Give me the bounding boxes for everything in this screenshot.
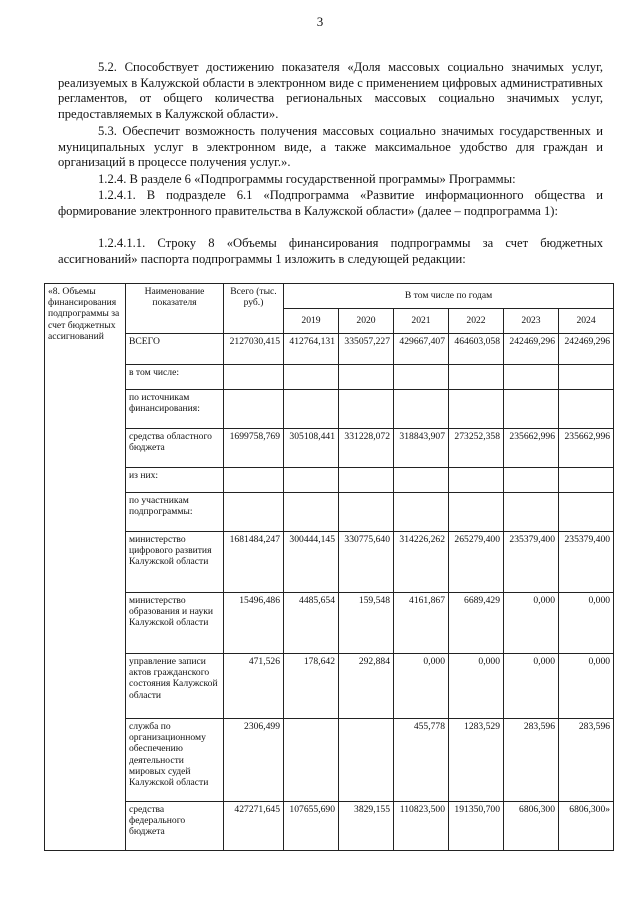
page-number: 3 <box>316 14 324 29</box>
year-value-cell: 107655,690 <box>284 802 339 851</box>
year-value-cell <box>449 468 504 493</box>
year-value-cell: 1283,529 <box>449 719 504 802</box>
col-name-header: Наименование показателя <box>126 284 224 334</box>
year-value-cell: 0,000 <box>504 654 559 719</box>
year-value-cell: 0,000 <box>559 654 614 719</box>
year-value-cell <box>449 493 504 532</box>
table-row <box>45 468 614 493</box>
year-header: 2021 <box>394 309 449 334</box>
year-header: 2024 <box>559 309 614 334</box>
year-value-cell <box>559 493 614 532</box>
row-total-cell <box>224 468 284 493</box>
year-value-cell: 464603,058 <box>449 334 504 365</box>
year-value-cell: 330775,640 <box>339 532 394 593</box>
year-value-cell <box>284 365 339 390</box>
year-value-cell: 242469,296 <box>504 334 559 365</box>
table-row <box>45 802 614 851</box>
financing-table <box>44 283 614 851</box>
year-value-cell <box>284 719 339 802</box>
row-name-cell: по участникам подпрограммы: <box>126 493 224 532</box>
year-value-cell: 242469,296 <box>559 334 614 365</box>
year-value-cell <box>339 468 394 493</box>
row-total-cell: 15496,486 <box>224 593 284 654</box>
year-value-cell: 429667,407 <box>394 334 449 365</box>
paragraph-5-2: 5.2. Способствует достижению показателя «Доля массовых социально значимых услуг, реализуемых в Калужской области в электронном виде с применением цифровых административных регламентов, от общего количества региональных массовых социально значимых услуг, предоставляемых в Калужской области». <box>58 60 603 121</box>
row-name-cell: в том числе: <box>126 365 224 390</box>
row-name-cell: управление записи актов гражданского состояния Калужской области <box>126 654 224 719</box>
year-value-cell: 6806,300» <box>559 802 614 851</box>
year-header: 2019 <box>284 309 339 334</box>
col-total-header: Всего (тыс. руб.) <box>224 284 284 334</box>
year-value-cell <box>394 468 449 493</box>
year-value-cell: 0,000 <box>504 593 559 654</box>
table-row <box>45 365 614 390</box>
row-total-cell: 1681484,247 <box>224 532 284 593</box>
year-value-cell: 4161,867 <box>394 593 449 654</box>
year-value-cell: 305108,441 <box>284 429 339 468</box>
year-value-cell: 159,548 <box>339 593 394 654</box>
year-value-cell <box>449 390 504 429</box>
row-total-cell <box>224 390 284 429</box>
year-value-cell: 455,778 <box>394 719 449 802</box>
year-value-cell: 300444,145 <box>284 532 339 593</box>
row-total-cell: 2127030,415 <box>224 334 284 365</box>
year-value-cell: 6689,429 <box>449 593 504 654</box>
year-value-cell <box>339 719 394 802</box>
row-total-cell: 1699758,769 <box>224 429 284 468</box>
year-value-cell <box>394 365 449 390</box>
row-name-cell: из них: <box>126 468 224 493</box>
year-value-cell: 283,596 <box>559 719 614 802</box>
row-total-cell: 427271,645 <box>224 802 284 851</box>
paragraph-1-2-4: 1.2.4. В разделе 6 «Подпрограммы государственной программы» Программы: <box>98 172 516 186</box>
year-value-cell: 0,000 <box>449 654 504 719</box>
row-label: «8. Объемы финансирования подпрограммы за счет бюджетных ассигнований <box>48 286 120 342</box>
year-value-cell <box>504 365 559 390</box>
year-value-cell: 273252,358 <box>449 429 504 468</box>
table-row <box>45 334 614 365</box>
table-header-row <box>45 284 614 309</box>
year-value-cell <box>339 365 394 390</box>
years-group-header: В том числе по годам <box>284 284 614 309</box>
year-header: 2023 <box>504 309 559 334</box>
year-value-cell: 265279,400 <box>449 532 504 593</box>
year-value-cell: 235662,996 <box>504 429 559 468</box>
table-row <box>45 493 614 532</box>
row-name-cell: служба по организационному обеспечению деятельности мировых судей Калужской области <box>126 719 224 802</box>
row-name-cell: по источникам финансирования: <box>126 390 224 429</box>
row-label-cell <box>45 284 126 851</box>
table-row <box>45 654 614 719</box>
year-value-cell: 235379,400 <box>504 532 559 593</box>
year-value-cell: 178,642 <box>284 654 339 719</box>
year-value-cell <box>339 390 394 429</box>
year-value-cell: 0,000 <box>559 593 614 654</box>
year-value-cell: 331228,072 <box>339 429 394 468</box>
year-value-cell: 191350,700 <box>449 802 504 851</box>
row-total-cell: 2306,499 <box>224 719 284 802</box>
paragraph-1-2-4-1: 1.2.4.1. В подразделе 6.1 «Подпрограмма «Развитие информационного общества и формирование электронного правительства в Калужской области» (далее – подпрограмма 1): <box>58 188 603 218</box>
year-value-cell <box>504 390 559 429</box>
year-value-cell: 283,596 <box>504 719 559 802</box>
paragraph-5-3: 5.3. Обеспечит возможность получения массовых социально значимых государственных и муниципальных услуг в электронном виде, а также максимальное удобство для граждан и организаций в процессе получения услуг.». <box>58 124 603 170</box>
year-value-cell <box>394 493 449 532</box>
year-value-cell: 4485,654 <box>284 593 339 654</box>
row-name-cell: министерство цифрового развития Калужской области <box>126 532 224 593</box>
year-value-cell <box>559 365 614 390</box>
year-value-cell <box>394 390 449 429</box>
table-row <box>45 532 614 593</box>
row-total-cell: 471,526 <box>224 654 284 719</box>
year-value-cell: 235379,400 <box>559 532 614 593</box>
year-value-cell: 335057,227 <box>339 334 394 365</box>
year-value-cell: 292,884 <box>339 654 394 719</box>
year-value-cell: 235662,996 <box>559 429 614 468</box>
row-name-cell: средства федерального бюджета <box>126 802 224 851</box>
year-value-cell <box>339 493 394 532</box>
year-value-cell: 0,000 <box>394 654 449 719</box>
row-total-cell <box>224 493 284 532</box>
table-row <box>45 429 614 468</box>
row-name-cell: министерство образования и науки Калужской области <box>126 593 224 654</box>
paragraph-1-2-4-1-1: 1.2.4.1.1. Строку 8 «Объемы финансирования подпрограммы за счет бюджетных ассигнований» паспорта подпрограммы 1 изложить в следующей редакции: <box>58 236 603 266</box>
year-value-cell: 6806,300 <box>504 802 559 851</box>
year-value-cell <box>284 390 339 429</box>
year-value-cell <box>559 390 614 429</box>
year-value-cell: 3829,155 <box>339 802 394 851</box>
year-value-cell: 110823,500 <box>394 802 449 851</box>
row-name-cell: ВСЕГО <box>126 334 224 365</box>
year-header: 2020 <box>339 309 394 334</box>
year-header: 2022 <box>449 309 504 334</box>
table-row <box>45 390 614 429</box>
year-value-cell <box>504 468 559 493</box>
year-value-cell <box>284 468 339 493</box>
year-value-cell: 318843,907 <box>394 429 449 468</box>
year-value-cell: 412764,131 <box>284 334 339 365</box>
year-value-cell <box>559 468 614 493</box>
year-value-cell: 314226,262 <box>394 532 449 593</box>
row-total-cell <box>224 365 284 390</box>
year-value-cell <box>504 493 559 532</box>
year-value-cell <box>284 493 339 532</box>
year-value-cell <box>449 365 504 390</box>
table-row <box>45 719 614 802</box>
row-name-cell: средства областного бюджета <box>126 429 224 468</box>
table-row <box>45 593 614 654</box>
